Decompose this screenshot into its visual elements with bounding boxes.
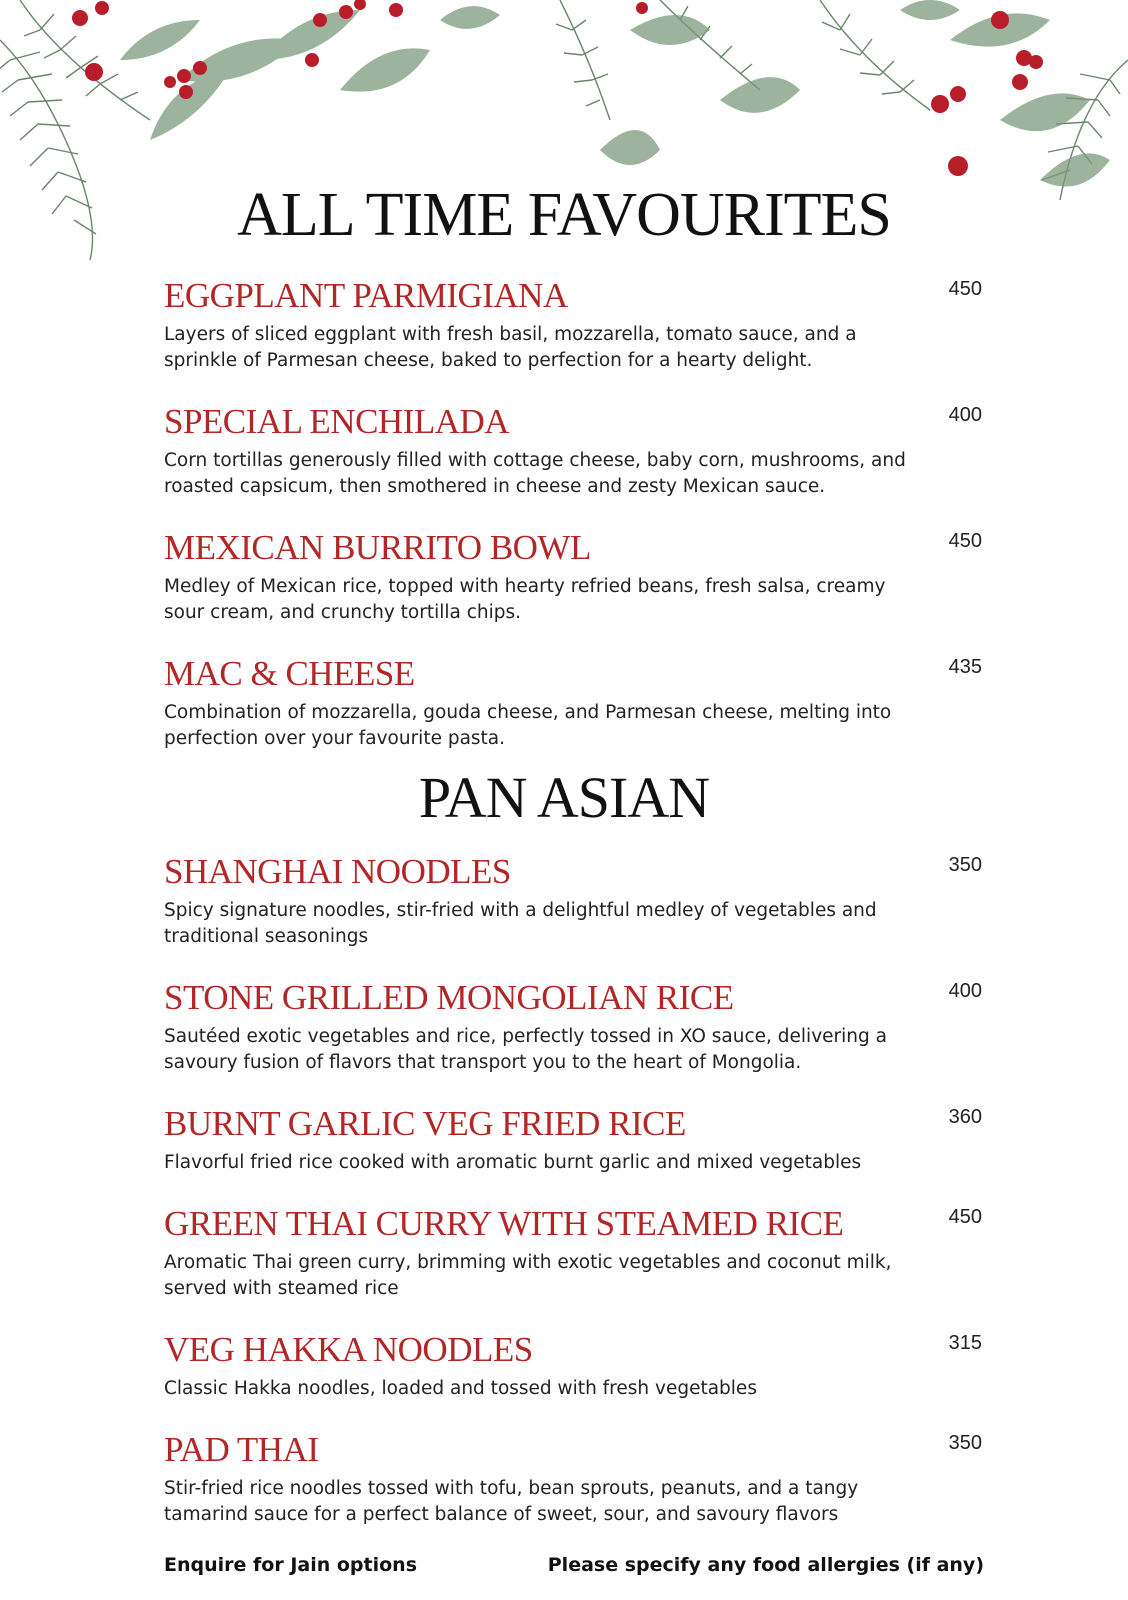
menu-item — [164, 654, 984, 752]
menu-item — [164, 978, 984, 1076]
item-name: PAD THAI — [164, 1430, 319, 1469]
item-description: Flavorful fried rice cooked with aromatic burnt garlic and mixed vegetables — [164, 1152, 862, 1173]
item-description: Sautéed exotic vegetables and rice, perfectly tossed in XO sauce, delivering a savoury fusion of flavors that transport you to the heart of Mongolia. — [164, 1026, 887, 1073]
item-description: Combination of mozzarella, gouda cheese, and Parmesan cheese, melting into perfection over your favourite pasta. — [164, 702, 892, 749]
menu-item — [164, 1204, 984, 1302]
menu-item — [164, 528, 984, 626]
menu-item — [164, 1330, 984, 1402]
item-price: 315 — [948, 1332, 982, 1354]
item-description: Aromatic Thai green curry, brimming with exotic vegetables and coconut milk, served with steamed rice — [164, 1252, 892, 1299]
item-name: MAC & CHEESE — [164, 654, 415, 693]
section-title-pan-asian: PAN ASIAN — [418, 765, 710, 830]
item-price: 450 — [948, 530, 982, 552]
item-price: 400 — [948, 404, 982, 426]
menu-item — [164, 852, 984, 950]
item-price: 400 — [948, 980, 982, 1002]
menu-item — [164, 1430, 984, 1528]
item-description: Layers of sliced eggplant with fresh basil, mozzarella, tomato sauce, and a sprinkle of Parmesan cheese, baked to perfection for a hearty delight. — [164, 324, 857, 371]
item-price: 350 — [948, 1432, 982, 1454]
item-name: BURNT GARLIC VEG FRIED RICE — [164, 1104, 686, 1143]
item-price: 350 — [948, 854, 982, 876]
menu-item — [164, 402, 984, 500]
menu-item — [164, 276, 984, 374]
item-name: EGGPLANT PARMIGIANA — [164, 276, 568, 315]
item-name: STONE GRILLED MONGOLIAN RICE — [164, 978, 734, 1017]
item-description: Medley of Mexican rice, topped with hearty refried beans, fresh salsa, creamy sour cream, and crunchy tortilla chips. — [164, 576, 886, 623]
item-description: Corn tortillas generously filled with cottage cheese, baby corn, mushrooms, and roasted capsicum, then smothered in cheese and zesty Mexican sauce. — [164, 450, 906, 497]
item-price: 450 — [948, 1206, 982, 1228]
section-title-all-time-favourites: ALL TIME FAVOURITES — [237, 181, 891, 249]
item-name: SPECIAL ENCHILADA — [164, 402, 510, 441]
item-price: 435 — [948, 656, 982, 678]
item-price: 360 — [948, 1106, 982, 1128]
item-price: 450 — [948, 278, 982, 300]
allergy-note: Please specify any food allergies (if any) — [547, 1554, 984, 1576]
item-name: SHANGHAI NOODLES — [164, 852, 511, 891]
item-name: GREEN THAI CURRY WITH STEAMED RICE — [164, 1204, 844, 1243]
jain-options-note: Enquire for Jain options — [164, 1554, 418, 1576]
item-description: Stir-fried rice noodles tossed with tofu, bean sprouts, peanuts, and a tangy tamarind sauce for a perfect balance of sweet, sour, and savoury flavors — [164, 1478, 859, 1525]
item-name: VEG HAKKA NOODLES — [164, 1330, 533, 1369]
item-description: Spicy signature noodles, stir-fried with a delightful medley of vegetables and traditional seasonings — [164, 900, 877, 947]
item-description: Classic Hakka noodles, loaded and tossed with fresh vegetables — [164, 1378, 757, 1399]
menu-item — [164, 1104, 984, 1176]
item-name: MEXICAN BURRITO BOWL — [164, 528, 591, 567]
